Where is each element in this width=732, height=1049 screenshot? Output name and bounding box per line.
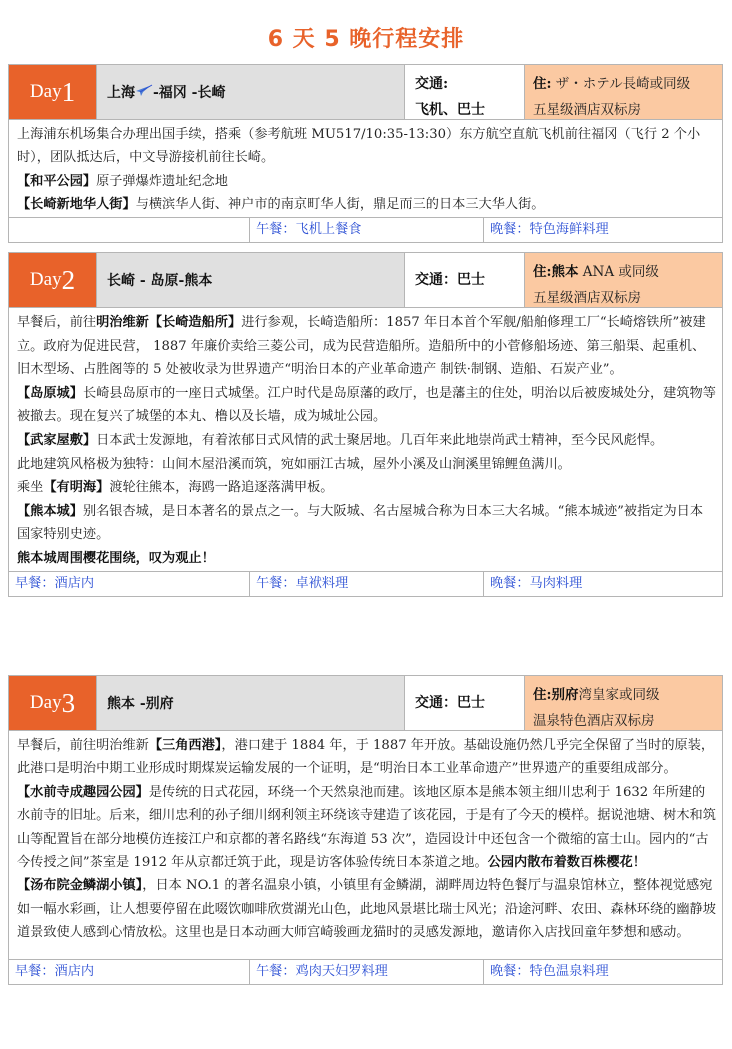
traffic-value: 飞机、巴士: [415, 102, 485, 118]
lunch: 午餐：鸡肉天妇罗料理: [250, 960, 484, 984]
hotel-label: 住:: [533, 687, 552, 703]
day-1-header: [9, 65, 722, 120]
day-1-table: [8, 64, 723, 243]
keyword: 【和平公园】: [17, 173, 97, 189]
text: 长崎县岛原市的一座日式城堡。江户时代是岛原藩的政厅，也是藩主的住处，明治以后被废城处分，建筑物等被撤去。现在复兴了城堡的本丸、橹以及长墙，成为城址公园。: [17, 385, 716, 425]
keyword: 【水前寺成趣园公园】: [17, 784, 149, 800]
text: 乘坐: [17, 480, 44, 496]
traffic-label: 交通：巴士: [415, 695, 485, 711]
day-3-table: [8, 675, 723, 985]
day-number: 1: [61, 76, 76, 107]
breakfast: 早餐：酒店内: [9, 572, 250, 596]
text: 进行参观，长崎造船所：1857 年日本首个军舰/船舶修理工厂“长崎熔铁所”被建立。政府为促进民营， 1887 年廉价卖给三菱公司，成为民营造船所。造船所中的小菅修船场迹、第三船渠、起重机、旧木型场、占胜阁等的 5 处被收录为世界遗产“明治日本的产业革命遗产 制铁·制钢、造船、石炭产业”。: [17, 315, 706, 378]
day-3-header: [9, 676, 722, 731]
dinner: 晚餐：特色海鲜料理: [490, 221, 609, 237]
text: ，日本 NO.1 的著名温泉小镇，小镇里有金鳞湖，湖畔周边特色餐厅与温泉馆林立，整体视觉感宛如一幅水彩画，让人想要停留在此啜饮咖啡欣赏湖光山色，此地风景堪比瑞士风光；沿途河畔、农田、森林环绕的幽静坡道景致使人感到心情放松。这里也是日本动画大师宫崎骏画龙猫时的灵感发源地，邀请你入店找回童年梦想和感动。: [17, 878, 716, 941]
day-1-meals: [9, 218, 722, 242]
lunch: 午餐：飞机上餐食: [250, 218, 484, 242]
hotel-name: ザ・ホテル長崎或同级: [555, 76, 691, 92]
day-3-traffic: [405, 676, 525, 730]
text: 早餐后，前往明治维新: [17, 738, 149, 753]
breakfast: 早餐：酒店内: [9, 960, 250, 984]
paragraph: [17, 170, 716, 193]
day-2-hotel: [525, 253, 722, 307]
keyword: 【熊本城】: [17, 503, 83, 519]
day-2-meals: [9, 572, 722, 596]
day-2-table: [8, 252, 723, 597]
route-rest: -福冈 -长崎: [153, 85, 226, 101]
route-origin: 上海: [107, 85, 135, 101]
day-2-header: [9, 253, 722, 308]
text: ，港口建于 1884 年，于 1887 年开放。基础设施仍然几乎完全保留了当时的原装，此港口是明治中期工业形成时期煤炭运输发展的一个证明，是“明治日本工业革命遗产”世界遗产的重要组成部分。: [17, 738, 715, 777]
paragraph: [17, 500, 716, 547]
day-2-traffic: [405, 253, 525, 307]
day-1-description: [9, 120, 722, 218]
day-1-route: [97, 65, 405, 119]
keyword: 【武家屋敷】: [17, 432, 97, 448]
day-3-badge: [9, 676, 97, 730]
text: 与横滨华人街、神户市的南京町华人街，鼎足而三的日本三大华人街。: [135, 197, 545, 213]
day-1-traffic: [405, 65, 525, 119]
traffic-label: 交通:: [415, 76, 449, 92]
day-label: Day: [29, 81, 62, 102]
day-label: Day: [29, 269, 62, 290]
keyword: 【三角西港】: [148, 738, 222, 753]
paragraph: [17, 193, 716, 216]
breakfast: [9, 218, 250, 242]
day-3-meals: [9, 960, 722, 984]
text: 是传统的日式花园，环绕一个天然泉池而建。该地区原本是熊本领主细川忠利于 1632 年所建的水前寺的旧址。后来，细川忠利的孙子细川纲利领主环绕该寺建造了该花园，于是有了今天的模样。据说池塘、树木和筑山等配置旨在部分地模仿连接江户和京都的著名路线“东海道 53 次”，造园设计中还包含一个微缩的富士山。园内的“古今传授之间”茶室是 1912 年从京都迁筑于此，现是访客体验传统日本茶道之地。: [17, 784, 716, 871]
highlight: 熊本城周围樱花围绕，叹为观止！: [17, 550, 215, 566]
text: 日本武士发源地，有着浓郁日式风情的武士聚居地。几百年来此地崇尚武士精神，至今民风彪悍。: [96, 432, 664, 448]
hotel-room: 五星级酒店双标房: [533, 290, 641, 306]
text: 渡轮往熊本，海鸥一路追逐落满甲板。: [109, 480, 334, 496]
dinner: 晚餐：马肉料理: [490, 575, 583, 591]
hotel-label: 住:: [533, 264, 552, 280]
day-2-route: 长崎 - 岛原-熊本: [97, 253, 405, 307]
day-2-badge: [9, 253, 97, 307]
keyword: 公园内散布着数百株樱花！: [487, 855, 646, 871]
keyword: 【汤布院金鳞湖小镇】: [17, 878, 143, 894]
text: 原子弹爆炸遗址纪念地: [96, 173, 228, 189]
lunch: 午餐：卓袱料理: [250, 572, 484, 596]
text: 早餐后，前往: [17, 315, 97, 330]
day-number: 3: [61, 687, 76, 718]
keyword: 【有明海】: [43, 480, 110, 496]
hotel-city: 熊本: [551, 264, 579, 280]
day-1-badge: [9, 65, 97, 119]
paragraph: [17, 311, 716, 382]
day-3-route: 熊本 -别府: [97, 676, 405, 730]
hotel-name: ANA 或同级: [578, 264, 659, 280]
paragraph: [17, 382, 716, 429]
hotel-name: 湾皇家或同级: [578, 687, 660, 703]
day-3-description: [9, 731, 722, 960]
paragraph: [17, 781, 716, 875]
page-title: 6 天 5 晚行程安排: [267, 27, 465, 52]
traffic-label: 交通：巴士: [415, 272, 485, 288]
paragraph: 上海浦东机场集合办理出国手续，搭乘（参考航班 MU517/10:35-13:30）东方航空直航飞机前往福冈（飞行 2 个小时），团队抵达后，中文导游接机前往长崎。: [17, 127, 701, 166]
keyword: 明治维新【长崎造船所】: [96, 315, 242, 330]
paragraph: [17, 476, 716, 500]
day-3-hotel: [525, 676, 722, 730]
day-2-description: [9, 308, 722, 572]
day-1-hotel: [525, 65, 722, 119]
keyword: 【岛原城】: [17, 385, 83, 401]
paragraph: 此地建筑风格极为独特：山间木屋沿溪而筑，宛如丽江古城，屋外小溪及山涧溪里锦鲤鱼满川。: [17, 456, 571, 472]
hotel-room: 温泉特色酒店双标房: [533, 713, 655, 729]
hotel-room: 五星级酒店双标房: [533, 102, 641, 118]
hotel-city: 别府: [551, 687, 579, 703]
text: 别名银杏城，是日本著名的景点之一。与大阪城、名古屋城合称为日本三大名城。“熊本城迹”被指定为日本国家特别史迹。: [17, 503, 704, 543]
dinner: 晚餐：特色温泉料理: [490, 963, 609, 979]
airplane-icon: [135, 82, 153, 102]
hotel-label: 住:: [533, 76, 552, 92]
paragraph: [17, 874, 716, 944]
paragraph: [17, 734, 716, 781]
day-number: 2: [61, 264, 76, 295]
paragraph: [17, 429, 716, 453]
keyword: 【长崎新地华人街】: [17, 197, 136, 213]
day-label: Day: [29, 692, 62, 713]
